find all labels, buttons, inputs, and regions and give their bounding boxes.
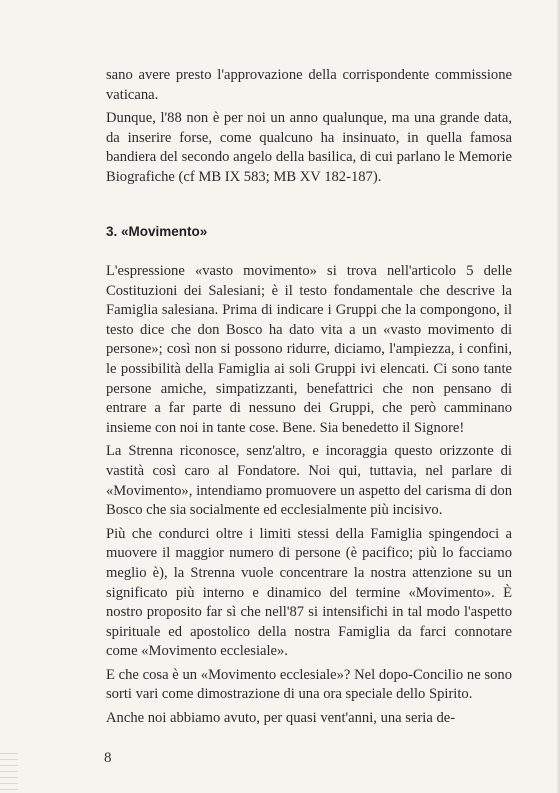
paragraph-movimento-ecclesiale: E che cosa è un «Movimento ecclesiale»? Nel dopo-Concilio ne sono sorti vari come dimostrazione di una ora speciale dello Spirito. xyxy=(106,666,512,703)
paragraph-piu-che: Più che condurci oltre i limiti stessi della Famiglia spingendoci a muovere il maggior numero di persone (è pacifico; più lo facciamo meglio è), la Strenna vuole concentrare la nostra attenzione su un significato più interno e dinamico del termine «Movimento». È nostro proposito far sì che nell'87 si intensifichi in tal modo l'aspetto spirituale ed apostolico della nostra Famiglia da farci connotare come «Movimento ecclesiale». xyxy=(106,525,512,660)
paragraph-dunque: Dunque, l'88 non è per noi un anno qualunque, ma una grande data, da inserire forse, come qualcuno ha insinuato, in quella famosa bandiera del secondo angelo della basilica, di cui parlano le Memorie Biografiche (cf MB IX 583; MB XV 182-187). xyxy=(106,110,512,185)
paragraph-strenna: La Strenna riconosce, senz'altro, e incoraggia questo orizzonte di vastità così caro al Fondatore. Noi qui, tuttavia, nel parlare di «Movimento», intendiamo promuovere un aspetto del carisma di don Bosco che sia socialmente ed ecclesialmente più incisivo. xyxy=(106,443,512,519)
section-heading: 3. «Movimento» xyxy=(106,224,208,239)
page-number: 8 xyxy=(104,750,112,766)
paragraph-espressione: L'espressione «vasto movimento» si trova nell'articolo 5 delle Costituzioni dei Salesiani; è il testo fondamentale che descrive la Famiglia salesiana. Prima di indicare i Gruppi che la compongono, il testo dice che don Bosco ha dato vita a un «vasto movimento di persone»; così non si possono ridurre, diciamo, l'ampiezza, i confini, le possibilità della Famiglia ai soli Gruppi ivi elencati. Ci sono tante persone amiche, simpatizzanti, benefattrici che non pensano di entrare a far parte di nessuno dei Gruppi, che però camminano insieme con noi in tante cose. Bene. Sia benedetto il Signore! xyxy=(106,263,512,436)
scan-edge-marks xyxy=(0,753,18,793)
top-text-block xyxy=(106,66,512,192)
paragraph-anche-noi: Anche noi abbiamo avuto, per quasi vent'anni, una seria de- xyxy=(106,710,456,727)
paragraph-continuation: sano avere presto l'approvazione della corrispondente commissione vaticana. xyxy=(106,67,512,103)
body-text-block xyxy=(106,262,512,733)
page-edge-shade xyxy=(556,0,560,793)
